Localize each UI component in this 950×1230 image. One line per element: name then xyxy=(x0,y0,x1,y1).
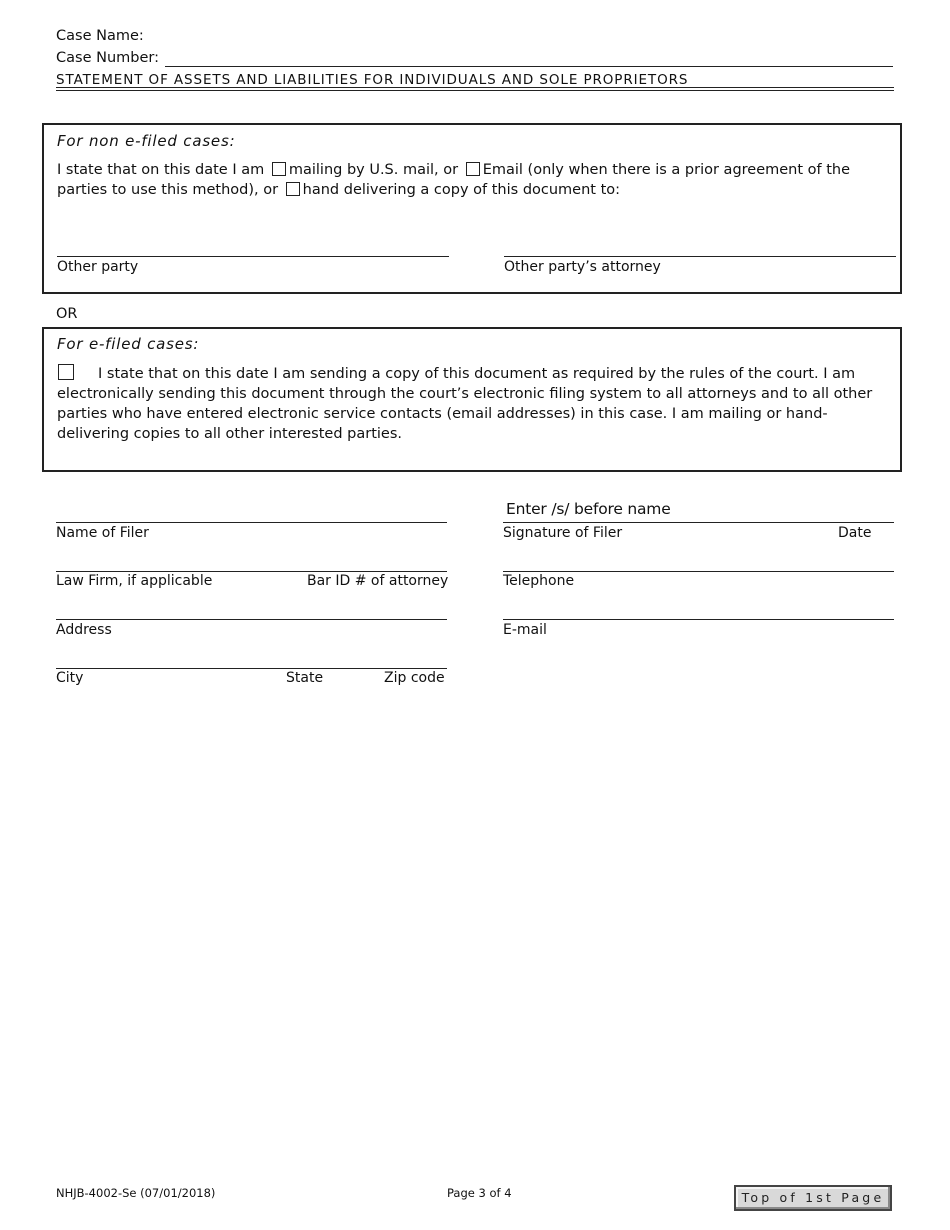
state-label: State xyxy=(286,670,324,686)
law-firm-label: Law Firm, if applicable xyxy=(56,573,213,589)
date-label: Date xyxy=(838,525,872,541)
law-firm-field[interactable] xyxy=(56,571,447,572)
other-party-attorney-label: Other party’s attorney xyxy=(504,259,661,275)
non-efiled-text: I state that on this date I am xyxy=(57,162,265,178)
efiled-statement: I state that on this date I am sending a copy of this document as required by the rules of the court. I am electronically sending this document through the court’s electronic filing system to all attorneys and to all other parties who have entered electronic service contacts (email addresses) in this case. I am mailing or hand-delivering copies to all other interested parties. xyxy=(57,366,873,442)
form-title: STATEMENT OF ASSETS AND LIABILITIES FOR INDIVIDUALS AND SOLE PROPRIETORS xyxy=(56,72,689,88)
city-label: City xyxy=(56,670,84,686)
mail-option-label: mailing by U.S. mail, or xyxy=(288,162,459,178)
bar-id-label: Bar ID # of attorney xyxy=(307,573,449,589)
email-option-label: Email (only when there is a prior agreement of the parties to use this method), or xyxy=(57,162,851,198)
case-number-label: Case Number: xyxy=(56,50,159,66)
signature-of-filer-field[interactable] xyxy=(503,522,894,523)
top-of-first-page-button[interactable]: Top of 1st Page xyxy=(734,1185,892,1211)
signature-field-value[interactable]: Enter /s/ before name xyxy=(506,500,671,518)
email-label: E-mail xyxy=(503,622,547,638)
non-efiled-statement xyxy=(57,160,889,200)
city-state-zip-field[interactable] xyxy=(56,668,447,669)
telephone-label: Telephone xyxy=(503,573,575,589)
email-field[interactable] xyxy=(503,619,894,620)
zip-label: Zip code xyxy=(384,670,445,686)
other-party-label: Other party xyxy=(57,259,139,275)
efiled-heading: For e-filed cases: xyxy=(57,335,200,353)
efiled-checkbox[interactable] xyxy=(58,364,74,380)
telephone-field[interactable] xyxy=(503,571,894,572)
signature-of-filer-label: Signature of Filer xyxy=(503,525,623,541)
title-underline-2 xyxy=(56,90,894,91)
page-number: Page 3 of 4 xyxy=(447,1186,512,1200)
form-id: NHJB-4002-Se (07/01/2018) xyxy=(56,1186,216,1200)
email-checkbox[interactable] xyxy=(466,162,480,176)
efiled-statement-block xyxy=(57,364,891,444)
other-party-field[interactable] xyxy=(57,256,449,257)
other-party-attorney-field[interactable] xyxy=(504,256,896,257)
address-label: Address xyxy=(56,622,112,638)
case-number-field[interactable] xyxy=(165,66,893,67)
hand-delivery-checkbox[interactable] xyxy=(286,182,300,196)
efiled-section xyxy=(42,327,902,472)
address-field[interactable] xyxy=(56,619,447,620)
non-efiled-section xyxy=(42,123,902,294)
case-name-label: Case Name: xyxy=(56,28,144,44)
mail-checkbox[interactable] xyxy=(272,162,286,176)
hand-delivery-option-label: hand delivering a copy of this document to: xyxy=(302,182,621,198)
or-separator: OR xyxy=(56,306,78,322)
title-underline-1 xyxy=(56,87,894,88)
name-of-filer-field[interactable] xyxy=(56,522,447,523)
name-of-filer-label: Name of Filer xyxy=(56,525,149,541)
non-efiled-heading: For non e-filed cases: xyxy=(57,132,236,150)
